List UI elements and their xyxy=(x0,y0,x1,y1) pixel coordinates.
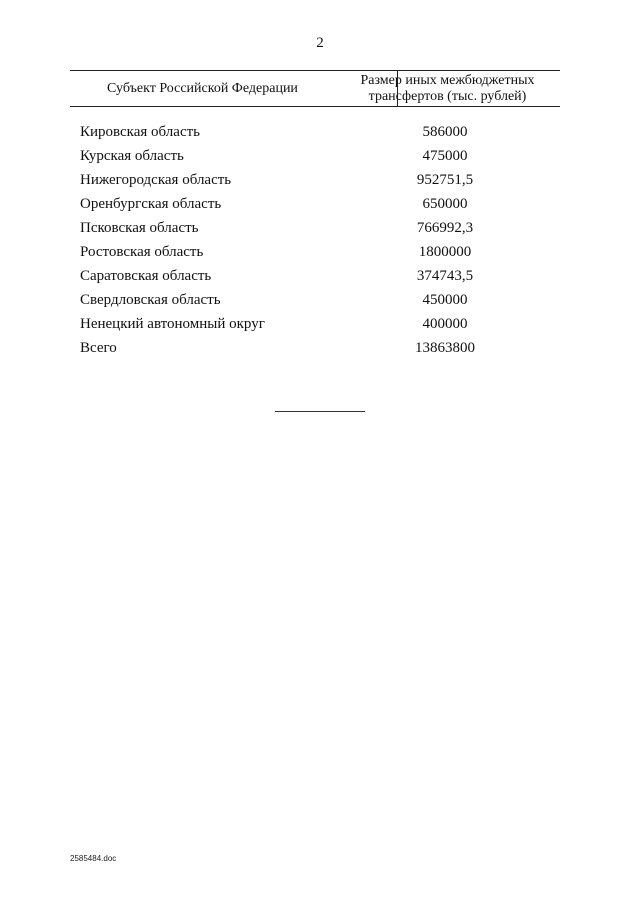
cell-amount: 450000 xyxy=(422,292,468,308)
page-number: 2 xyxy=(316,35,324,51)
header-amount: Размер иных межбюджетных трансфертов (тыс. рублей) xyxy=(360,72,535,104)
cell-subject: Ненецкий автономный округ xyxy=(80,316,265,332)
table-header xyxy=(70,70,560,107)
table-body xyxy=(0,122,640,362)
cell-amount: 650000 xyxy=(422,196,468,212)
cell-amount: 586000 xyxy=(422,124,468,140)
cell-subject: Нижегородская область xyxy=(80,172,232,188)
table-row xyxy=(0,170,640,194)
header-subject: Субъект Российской Федерации xyxy=(107,80,298,96)
cell-subject: Псковская область xyxy=(80,220,199,236)
cell-amount: 475000 xyxy=(422,148,468,164)
table-row-total xyxy=(0,338,640,362)
table-row xyxy=(0,146,640,170)
table-row xyxy=(0,218,640,242)
cell-amount: 1800000 xyxy=(418,244,472,260)
table-row xyxy=(0,290,640,314)
cell-subject: Оренбургская область xyxy=(80,196,222,212)
cell-subject: Саратовская область xyxy=(80,268,212,284)
doc-id: 2585484.doc xyxy=(70,854,117,863)
cell-amount: 952751,5 xyxy=(416,172,474,188)
cell-subject: Всего xyxy=(80,340,117,356)
cell-subject: Ростовская область xyxy=(80,244,204,260)
cell-subject: Свердловская область xyxy=(80,292,221,308)
cell-amount: 374743,5 xyxy=(416,268,474,284)
cell-subject: Курская область xyxy=(80,148,184,164)
table-row xyxy=(0,194,640,218)
table-row xyxy=(0,242,640,266)
cell-amount: 13863800 xyxy=(415,340,475,356)
table-row xyxy=(0,314,640,338)
table-row xyxy=(0,266,640,290)
cell-amount: 766992,3 xyxy=(416,220,474,236)
table-row xyxy=(0,122,640,146)
cell-subject: Кировская область xyxy=(80,124,201,140)
cell-amount: 400000 xyxy=(422,316,468,332)
end-rule xyxy=(275,411,365,412)
